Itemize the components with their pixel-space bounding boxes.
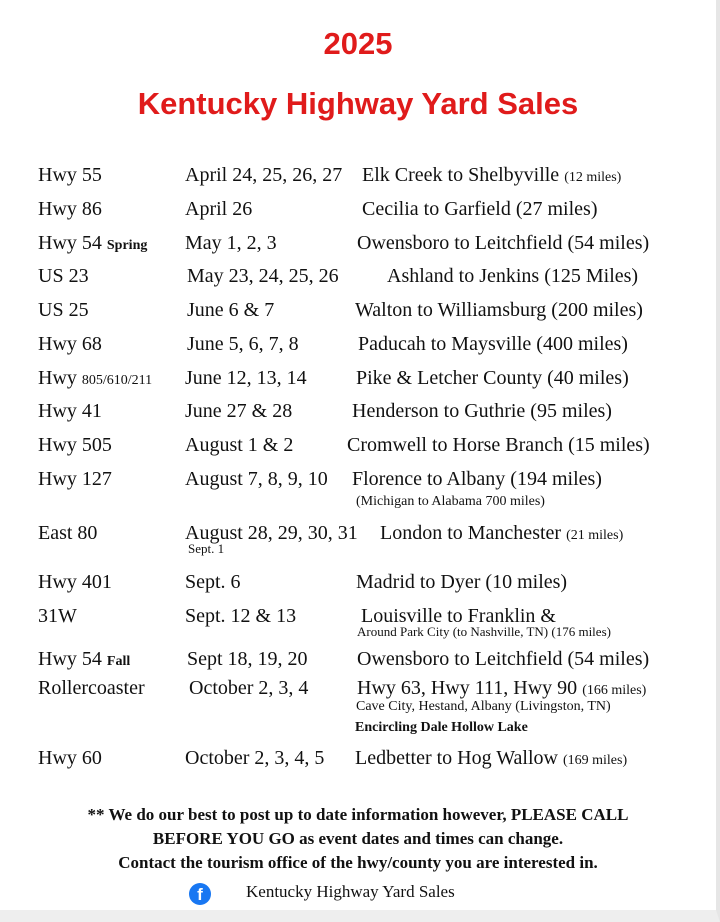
sale-dates: Sept 18, 19, 20: [187, 648, 308, 670]
schedule-row: [0, 231, 716, 261]
sale-dates: August 28, 29, 30, 31: [185, 522, 358, 544]
highway-name: Hwy 401: [38, 571, 112, 593]
route-miles: (12 miles): [564, 170, 622, 185]
sale-dates: June 27 & 28: [185, 400, 293, 422]
route-subnote: Cave City, Hestand, Albany (Livingston, TN): [356, 699, 611, 714]
highway-name: Hwy 55: [38, 164, 102, 186]
route-miles: (21 miles): [566, 528, 624, 543]
highway-name: 31W: [38, 605, 77, 627]
route: Louisville to Franklin &: [361, 605, 556, 627]
sale-dates: May 1, 2, 3: [185, 232, 277, 254]
highway-name: Hwy 54 Fall: [38, 648, 131, 670]
route-subnote: (Michigan to Alabama 700 miles): [356, 494, 545, 509]
schedule-row: [0, 647, 716, 677]
page-title: Kentucky Highway Yard Sales: [137, 86, 579, 121]
season-tag: Spring: [106, 238, 148, 253]
notice-line: Contact the tourism office of the hwy/county you are interested in.: [118, 853, 598, 872]
highway-name: US 23: [38, 265, 89, 287]
highway-name: Hwy 54 Spring: [38, 232, 148, 254]
highway-name: East 80: [38, 522, 98, 544]
sale-dates: Sept. 6: [185, 571, 241, 593]
route: Paducah to Maysville (400 miles): [358, 333, 628, 355]
sale-dates: Sept. 12 & 13: [185, 605, 297, 627]
sale-dates: April 24, 25, 26, 27: [185, 164, 343, 186]
sale-dates: October 2, 3, 4, 5: [185, 747, 325, 769]
route: Henderson to Guthrie (95 miles): [352, 400, 612, 422]
title-year: 2025: [323, 26, 393, 61]
highway-name: Hwy 127: [38, 468, 112, 490]
route-numbers: 805/610/211: [81, 373, 153, 388]
sale-dates: October 2, 3, 4: [189, 677, 309, 699]
schedule-row: [0, 264, 716, 294]
footer-page-name[interactable]: Kentucky Highway Yard Sales: [246, 882, 455, 901]
highway-name: Hwy 805/610/211: [38, 367, 153, 389]
route: Cromwell to Horse Branch (15 miles): [347, 434, 650, 456]
highway-name: Hwy 86: [38, 198, 102, 220]
footer: [0, 880, 716, 906]
schedule-row: [0, 163, 716, 193]
sale-dates: August 1 & 2: [185, 434, 294, 456]
route: Hwy 63, Hwy 111, Hwy 90 (166 miles): [357, 677, 647, 699]
schedule-row: [0, 366, 716, 396]
route: Owensboro to Leitchfield (54 miles): [357, 648, 650, 670]
sale-dates: June 6 & 7: [187, 299, 275, 321]
highway-name: Hwy 68: [38, 333, 102, 355]
route: London to Manchester (21 miles): [380, 522, 624, 544]
dates-subnote: Sept. 1: [188, 541, 225, 556]
facebook-icon[interactable]: f: [189, 883, 211, 905]
schedule-row: [0, 467, 716, 497]
highway-name: Rollercoaster: [38, 677, 145, 699]
route: Elk Creek to Shelbyville (12 miles): [362, 164, 622, 186]
highway-name: Hwy 505: [38, 434, 112, 456]
route: Florence to Albany (194 miles): [352, 468, 602, 490]
notice-line: BEFORE YOU GO as event dates and times can change.: [152, 829, 564, 848]
route: Cecilia to Garfield (27 miles): [362, 198, 598, 220]
route-subnote: Encircling Dale Hollow Lake: [355, 720, 528, 735]
schedule-row: [0, 332, 716, 362]
highway-name: Hwy 41: [38, 400, 102, 422]
sale-dates: June 12, 13, 14: [185, 367, 307, 389]
schedule-row: [0, 521, 716, 551]
schedule-row: [0, 197, 716, 227]
sale-dates: April 26: [185, 198, 253, 220]
route: Ashland to Jenkins (125 Miles): [387, 265, 639, 287]
route: Madrid to Dyer (10 miles): [356, 571, 568, 593]
schedule-row: [0, 298, 716, 328]
route-subnote: Around Park City (to Nashville, TN) (176 miles): [357, 624, 611, 639]
route: Walton to Williamsburg (200 miles): [355, 299, 643, 321]
route: Ledbetter to Hog Wallow (169 miles): [355, 747, 628, 769]
route: Owensboro to Leitchfield (54 miles): [357, 232, 650, 254]
highway-name: Hwy 60: [38, 747, 102, 769]
notice-line: ** We do our best to post up to date information however, PLEASE CALL: [87, 805, 629, 824]
schedule-row: [0, 399, 716, 429]
season-tag: Fall: [106, 654, 131, 669]
route-miles: (169 miles): [562, 753, 628, 768]
highway-name: US 25: [38, 299, 89, 321]
sale-dates: June 5, 6, 7, 8: [187, 333, 299, 355]
schedule-row: [0, 433, 716, 463]
sale-dates: August 7, 8, 9, 10: [185, 468, 328, 490]
sale-dates: May 23, 24, 25, 26: [187, 265, 339, 287]
route-miles: (166 miles): [582, 683, 647, 698]
route: Pike & Letcher County (40 miles): [356, 367, 629, 389]
schedule-row: [0, 746, 716, 776]
schedule-row: [0, 570, 716, 600]
